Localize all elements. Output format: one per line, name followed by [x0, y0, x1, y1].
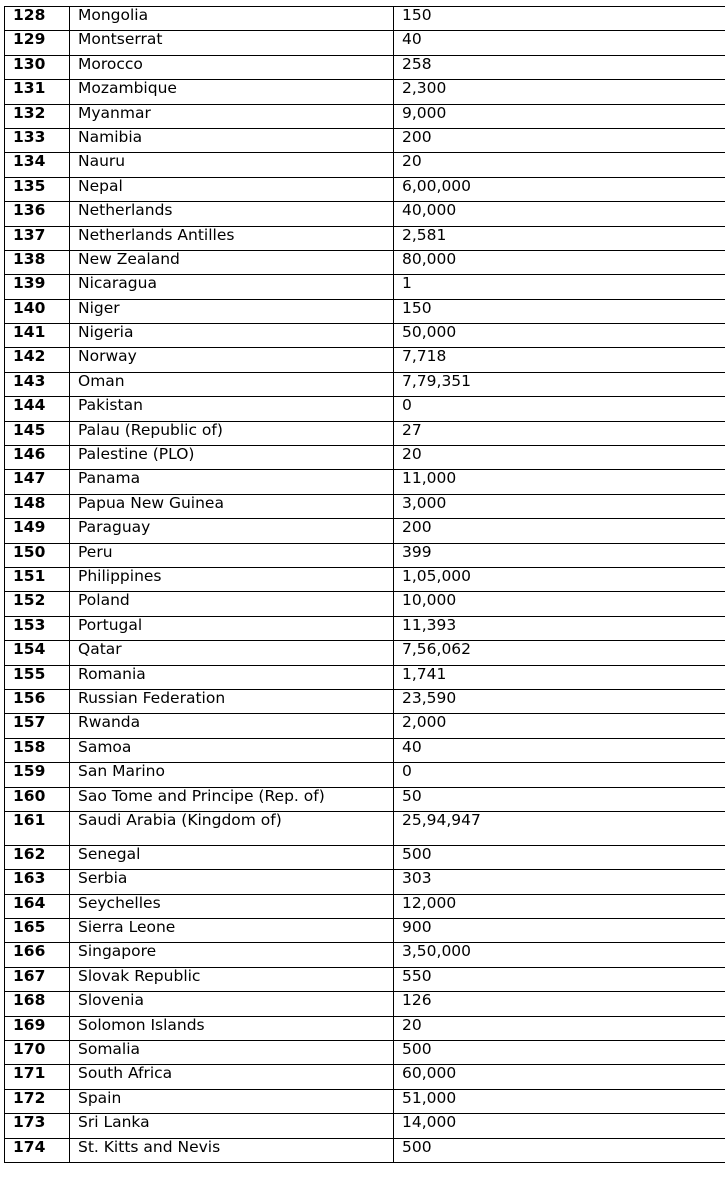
row-number: 158 [5, 738, 70, 762]
country-value: 50,000 [394, 324, 725, 348]
country-name: Seychelles [70, 894, 394, 918]
table-row [5, 992, 725, 1016]
country-value: 399 [394, 543, 725, 567]
country-value: 126 [394, 992, 725, 1016]
table-row [5, 421, 725, 445]
table-row [5, 519, 725, 543]
table-row [5, 1041, 725, 1065]
country-value: 7,79,351 [394, 372, 725, 396]
country-name: Montserrat [70, 31, 394, 55]
country-name: South Africa [70, 1065, 394, 1089]
country-name: Serbia [70, 870, 394, 894]
country-value: 0 [394, 397, 725, 421]
table-row [5, 543, 725, 567]
country-value: 9,000 [394, 104, 725, 128]
country-value: 27 [394, 421, 725, 445]
table-row [5, 870, 725, 894]
country-table-body [5, 7, 725, 1163]
row-number: 148 [5, 494, 70, 518]
row-number: 173 [5, 1114, 70, 1138]
table-row [5, 1114, 725, 1138]
row-number: 146 [5, 446, 70, 470]
table-row [5, 919, 725, 943]
row-number: 159 [5, 763, 70, 787]
country-name: Portugal [70, 616, 394, 640]
table-row [5, 202, 725, 226]
table-row [5, 31, 725, 55]
row-number: 145 [5, 421, 70, 445]
country-name: Senegal [70, 845, 394, 869]
table-row [5, 446, 725, 470]
row-number: 152 [5, 592, 70, 616]
row-number: 151 [5, 567, 70, 591]
country-name: Poland [70, 592, 394, 616]
table-row [5, 1016, 725, 1040]
table-row [5, 1089, 725, 1113]
table-row [5, 470, 725, 494]
row-number: 130 [5, 55, 70, 79]
table-row [5, 763, 725, 787]
country-value: 7,56,062 [394, 641, 725, 665]
row-number: 129 [5, 31, 70, 55]
row-number: 169 [5, 1016, 70, 1040]
row-number: 160 [5, 787, 70, 811]
country-name: Nicaragua [70, 275, 394, 299]
country-name: Oman [70, 372, 394, 396]
country-name: Singapore [70, 943, 394, 967]
country-table [4, 6, 725, 1163]
table-row [5, 7, 725, 31]
country-value: 40 [394, 31, 725, 55]
row-number: 131 [5, 80, 70, 104]
country-name: Slovak Republic [70, 967, 394, 991]
country-value: 14,000 [394, 1114, 725, 1138]
country-value: 12,000 [394, 894, 725, 918]
table-row [5, 494, 725, 518]
row-number: 139 [5, 275, 70, 299]
row-number: 162 [5, 845, 70, 869]
row-number: 137 [5, 226, 70, 250]
country-name: Somalia [70, 1041, 394, 1065]
table-row [5, 348, 725, 372]
table-row [5, 324, 725, 348]
row-number: 133 [5, 128, 70, 152]
row-number: 168 [5, 992, 70, 1016]
country-value: 60,000 [394, 1065, 725, 1089]
country-name: Romania [70, 665, 394, 689]
table-row [5, 153, 725, 177]
country-name: Samoa [70, 738, 394, 762]
country-value: 20 [394, 1016, 725, 1040]
row-number: 157 [5, 714, 70, 738]
country-name: San Marino [70, 763, 394, 787]
country-name: St. Kitts and Nevis [70, 1138, 394, 1162]
table-row [5, 226, 725, 250]
country-name: Russian Federation [70, 689, 394, 713]
row-number: 165 [5, 919, 70, 943]
country-value: 40 [394, 738, 725, 762]
country-value: 23,590 [394, 689, 725, 713]
country-name: Mozambique [70, 80, 394, 104]
country-name: Niger [70, 299, 394, 323]
country-name: Panama [70, 470, 394, 494]
country-name: Nigeria [70, 324, 394, 348]
table-row [5, 177, 725, 201]
country-value: 10,000 [394, 592, 725, 616]
country-name: Slovenia [70, 992, 394, 1016]
country-name: Rwanda [70, 714, 394, 738]
country-value: 40,000 [394, 202, 725, 226]
row-number: 134 [5, 153, 70, 177]
row-number: 141 [5, 324, 70, 348]
row-number: 155 [5, 665, 70, 689]
table-row [5, 275, 725, 299]
table-row [5, 641, 725, 665]
table-row [5, 372, 725, 396]
table-row [5, 738, 725, 762]
country-name: Palestine (PLO) [70, 446, 394, 470]
country-name: Myanmar [70, 104, 394, 128]
row-number: 150 [5, 543, 70, 567]
country-value: 25,94,947 [394, 811, 725, 845]
row-number: 135 [5, 177, 70, 201]
row-number: 144 [5, 397, 70, 421]
country-value: 1 [394, 275, 725, 299]
country-value: 900 [394, 919, 725, 943]
row-number: 136 [5, 202, 70, 226]
country-value: 2,000 [394, 714, 725, 738]
table-row [5, 80, 725, 104]
country-name: Saudi Arabia (Kingdom of) [70, 811, 394, 845]
country-name: Peru [70, 543, 394, 567]
country-value: 51,000 [394, 1089, 725, 1113]
country-value: 20 [394, 153, 725, 177]
country-name: Norway [70, 348, 394, 372]
country-name: Mongolia [70, 7, 394, 31]
table-row [5, 55, 725, 79]
row-number: 161 [5, 811, 70, 845]
country-value: 550 [394, 967, 725, 991]
row-number: 166 [5, 943, 70, 967]
row-number: 128 [5, 7, 70, 31]
country-name: Nepal [70, 177, 394, 201]
country-value: 1,741 [394, 665, 725, 689]
country-name: Papua New Guinea [70, 494, 394, 518]
country-value: 150 [394, 7, 725, 31]
table-row [5, 104, 725, 128]
table-row [5, 894, 725, 918]
row-number: 172 [5, 1089, 70, 1113]
row-number: 138 [5, 250, 70, 274]
table-row [5, 592, 725, 616]
country-name: Netherlands Antilles [70, 226, 394, 250]
country-name: Qatar [70, 641, 394, 665]
row-number: 156 [5, 689, 70, 713]
country-name: Philippines [70, 567, 394, 591]
country-value: 303 [394, 870, 725, 894]
country-value: 258 [394, 55, 725, 79]
country-name: Morocco [70, 55, 394, 79]
table-row [5, 128, 725, 152]
country-value: 11,000 [394, 470, 725, 494]
row-number: 154 [5, 641, 70, 665]
country-value: 500 [394, 1138, 725, 1162]
country-value: 200 [394, 128, 725, 152]
row-number: 149 [5, 519, 70, 543]
row-number: 163 [5, 870, 70, 894]
country-value: 50 [394, 787, 725, 811]
row-number: 132 [5, 104, 70, 128]
table-row [5, 616, 725, 640]
table-row [5, 787, 725, 811]
table-row [5, 1065, 725, 1089]
table-row [5, 250, 725, 274]
country-name: Sri Lanka [70, 1114, 394, 1138]
table-row [5, 943, 725, 967]
row-number: 153 [5, 616, 70, 640]
country-name: Solomon Islands [70, 1016, 394, 1040]
country-value: 20 [394, 446, 725, 470]
country-value: 80,000 [394, 250, 725, 274]
country-value: 6,00,000 [394, 177, 725, 201]
country-value: 7,718 [394, 348, 725, 372]
country-value: 500 [394, 845, 725, 869]
row-number: 142 [5, 348, 70, 372]
country-value: 500 [394, 1041, 725, 1065]
table-row [5, 967, 725, 991]
row-number: 143 [5, 372, 70, 396]
table-row [5, 299, 725, 323]
table-row [5, 1138, 725, 1162]
country-value: 2,300 [394, 80, 725, 104]
table-row [5, 714, 725, 738]
country-name: Sao Tome and Principe (Rep. of) [70, 787, 394, 811]
table-row [5, 811, 725, 845]
country-name: Pakistan [70, 397, 394, 421]
country-name: Spain [70, 1089, 394, 1113]
row-number: 170 [5, 1041, 70, 1065]
table-row [5, 397, 725, 421]
row-number: 171 [5, 1065, 70, 1089]
country-value: 11,393 [394, 616, 725, 640]
country-value: 3,50,000 [394, 943, 725, 967]
country-name: Sierra Leone [70, 919, 394, 943]
country-table-container [4, 6, 725, 1163]
table-row [5, 845, 725, 869]
country-name: Namibia [70, 128, 394, 152]
country-value: 150 [394, 299, 725, 323]
country-value: 3,000 [394, 494, 725, 518]
table-row [5, 689, 725, 713]
country-value: 200 [394, 519, 725, 543]
country-name: Nauru [70, 153, 394, 177]
row-number: 174 [5, 1138, 70, 1162]
country-name: Palau (Republic of) [70, 421, 394, 445]
table-row [5, 567, 725, 591]
country-name: Paraguay [70, 519, 394, 543]
row-number: 164 [5, 894, 70, 918]
country-value: 0 [394, 763, 725, 787]
country-value: 1,05,000 [394, 567, 725, 591]
country-value: 2,581 [394, 226, 725, 250]
country-name: Netherlands [70, 202, 394, 226]
country-name: New Zealand [70, 250, 394, 274]
row-number: 167 [5, 967, 70, 991]
row-number: 147 [5, 470, 70, 494]
table-row [5, 665, 725, 689]
row-number: 140 [5, 299, 70, 323]
